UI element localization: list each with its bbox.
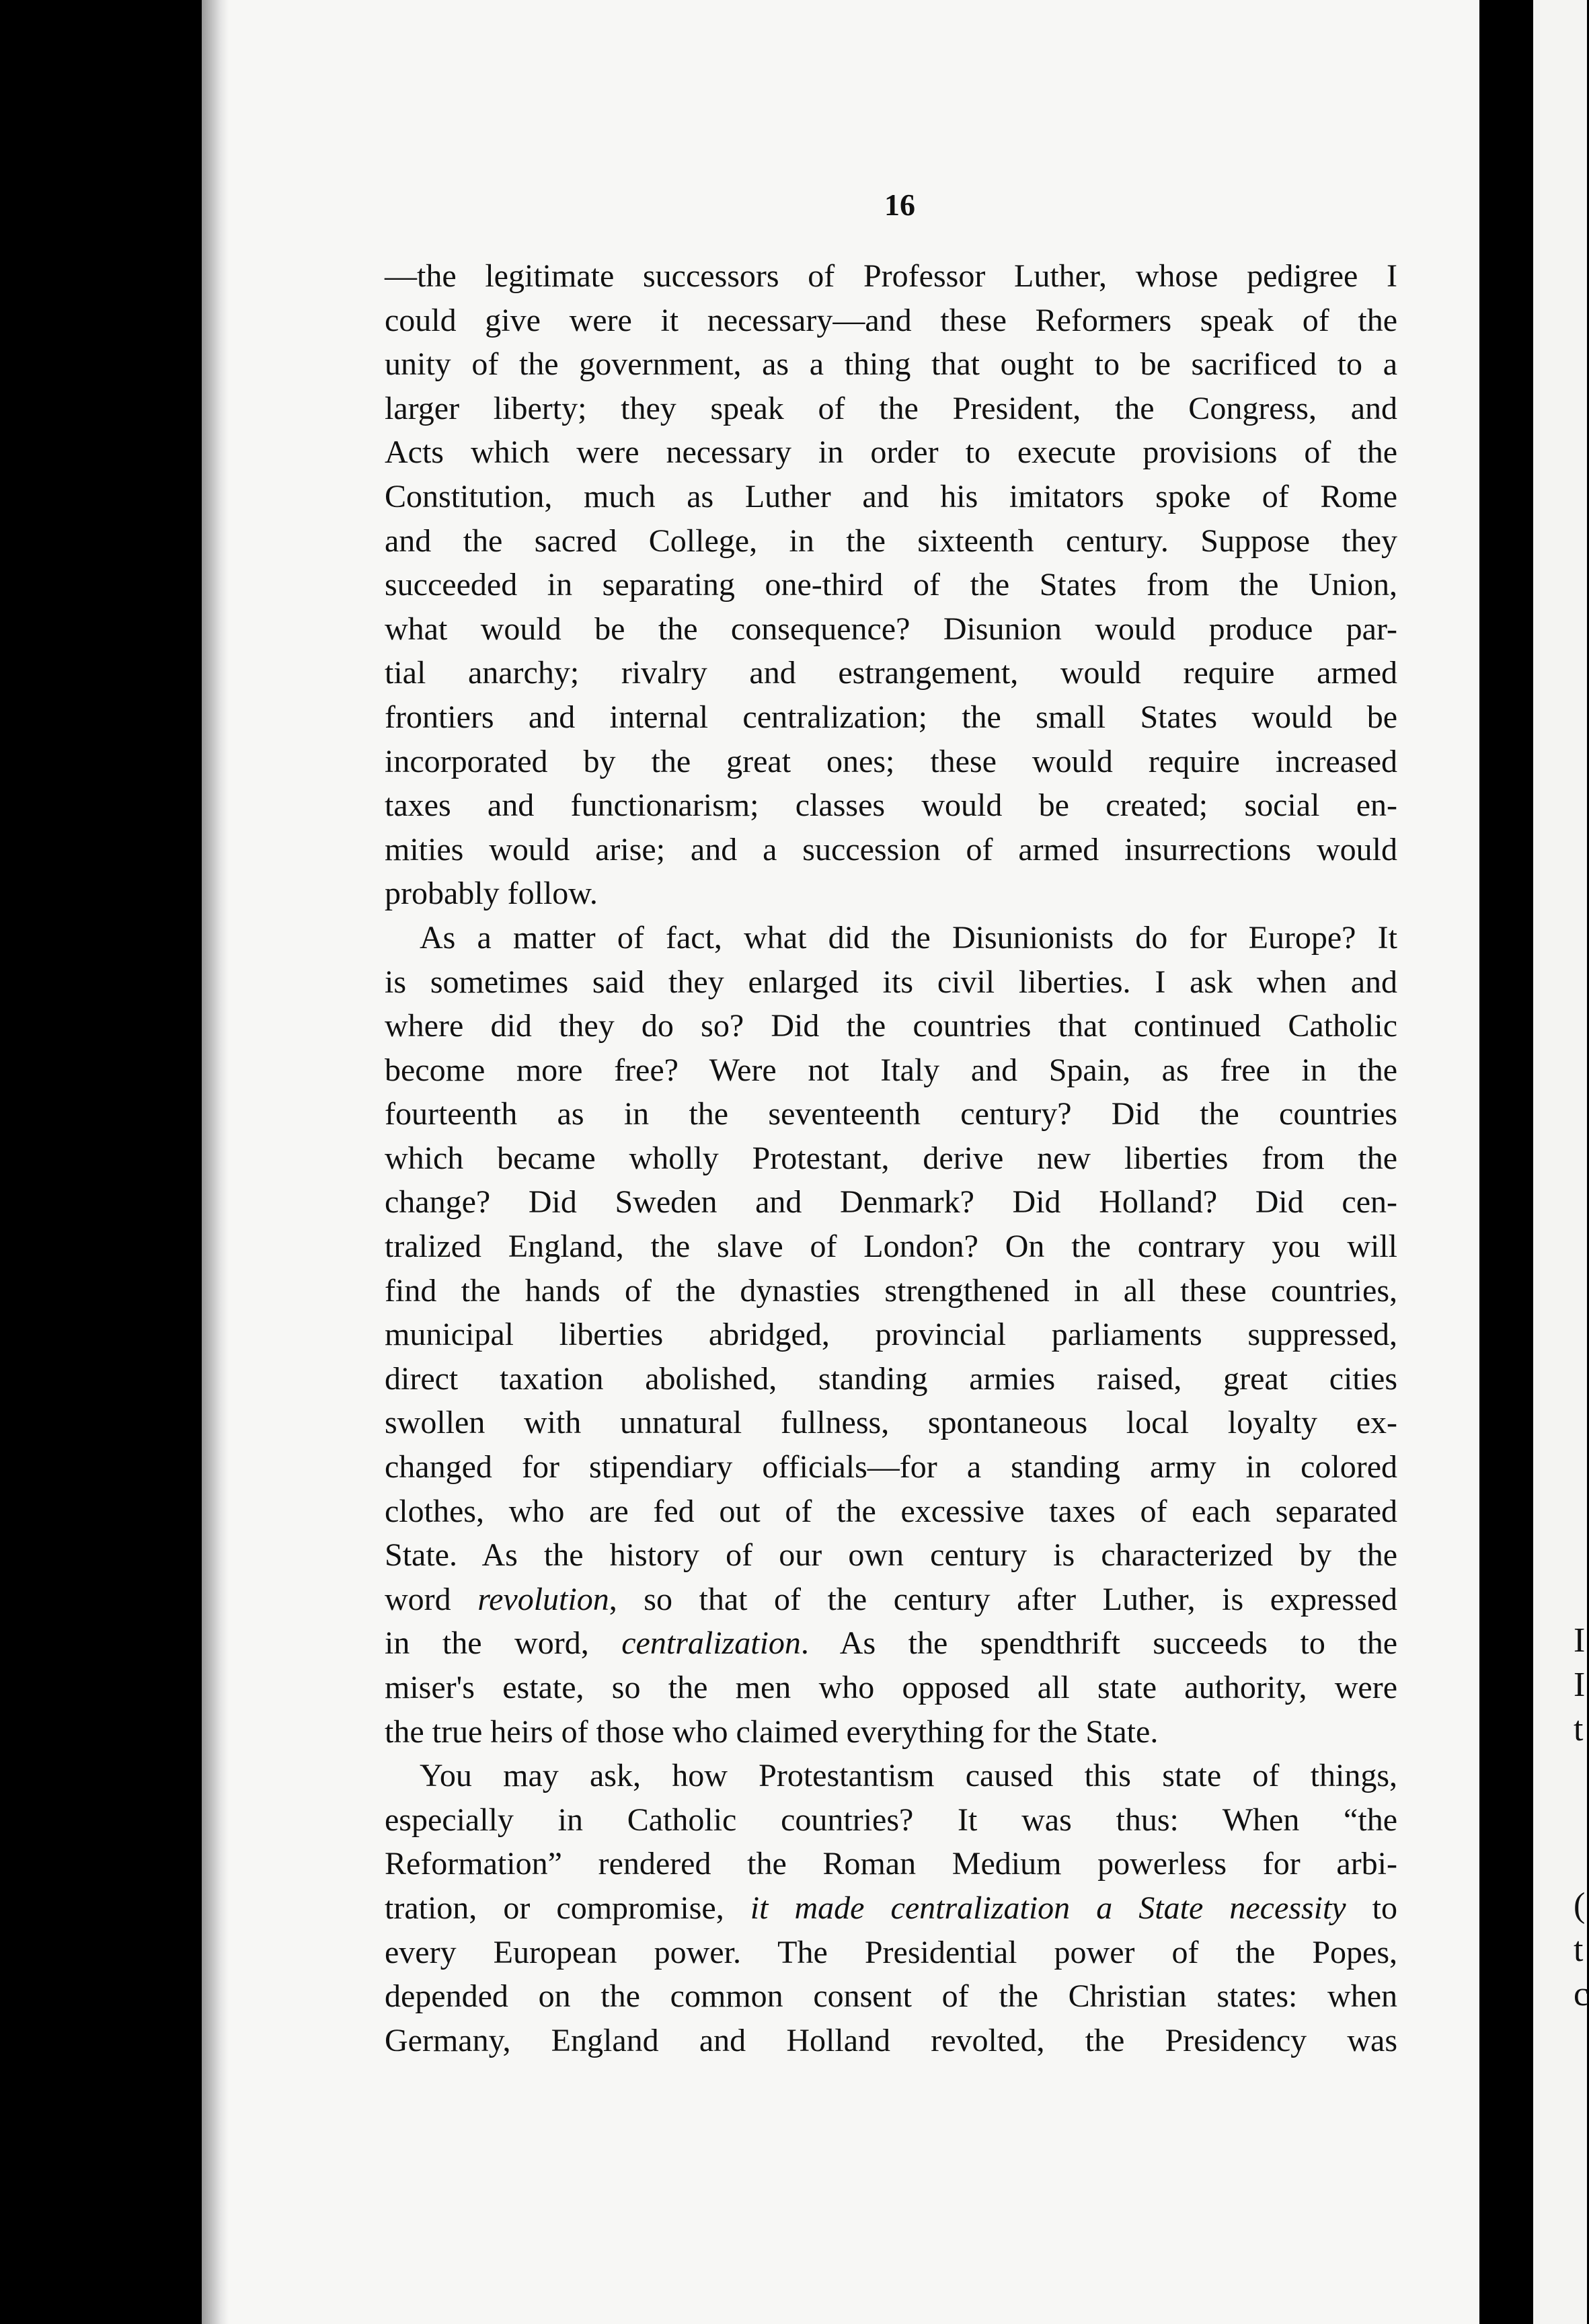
facing-page-fragment: t: [1574, 1931, 1584, 1969]
text-line: larger liberty; they speak of the President, the Congress, and: [385, 390, 1397, 426]
text-line: —the legitimate successors of Professor Luther, whose pedigree I: [385, 258, 1397, 294]
text-line: where did they do so? Did the countries that continued Catholic: [385, 1008, 1397, 1044]
text-line-with-italic: [385, 1621, 1397, 1666]
text-line: change? Did Sweden and Denmark? Did Holland? Did cen-: [385, 1184, 1397, 1221]
text-line: tralized England, the slave of London? On the contrary you will: [385, 1229, 1397, 1265]
text-line: and the sacred College, in the sixteenth century. Suppose they: [385, 522, 1397, 559]
text-line: State. As the history of our own century is characterized by the: [385, 1537, 1397, 1574]
text-line: clothes, who are fed out of the excessive taxes of each separated: [385, 1493, 1397, 1529]
text-line: mities would arise; and a succession of armed insurrections would: [385, 831, 1397, 867]
text-run: . As the spendthrift succeeds to the: [800, 1625, 1397, 1662]
facing-page-fragment: I: [1574, 1621, 1586, 1660]
text-line: unity of the government, as a thing that ought to be sacrificed to a: [385, 346, 1397, 383]
paragraph-first-line: You may ask, how Protestantism caused this state of things,: [420, 1758, 1397, 1794]
text-line: especially in Catholic countries? It was thus: When “the: [385, 1802, 1397, 1838]
text-run: , so that of the century after Luther, is expressed: [609, 1581, 1398, 1617]
italic-word-revolution: revolution: [477, 1581, 609, 1617]
text-line: direct taxation abolished, standing armies raised, great cities: [385, 1360, 1397, 1397]
text-run: tration, or compromise,: [385, 1890, 750, 1926]
text-line: become more free? Were not Italy and Spain, as free in the: [385, 1052, 1397, 1088]
text-line: Reformation” rendered the Roman Medium powerless for arbi-: [385, 1846, 1397, 1882]
text-line: frontiers and internal centralization; the small States would be: [385, 699, 1397, 735]
text-line: miser's estate, so the men who opposed all state authority, were: [385, 1670, 1397, 1705]
facing-page-fragment: I: [1574, 1666, 1586, 1704]
body-text: [385, 254, 1397, 2062]
text-run: word: [385, 1581, 478, 1617]
text-line: incorporated by the great ones; these would require increased: [385, 743, 1397, 779]
text-line: Constitution, much as Luther and his imitators spoke of Rome: [385, 478, 1397, 514]
text-line: what would be the consequence? Disunion would produce par-: [385, 611, 1397, 647]
text-line: depended on the common consent of the Christian states: when: [385, 1978, 1397, 2015]
text-line: swollen with unnatural fullness, spontaneous local loyalty ex-: [385, 1405, 1397, 1441]
italic-phrase-state-necessity: it made centralization a State necessity: [750, 1890, 1346, 1926]
text-line: municipal liberties abridged, provincial parliaments suppressed,: [385, 1317, 1397, 1353]
text-run: to: [1346, 1890, 1398, 1926]
text-line: Acts which were necessary in order to execute provisions of the: [385, 434, 1397, 471]
text-line: is sometimes said they enlarged its civil liberties. I ask when and: [385, 964, 1397, 1000]
text-line: Germany, England and Holland revolted, the Presidency was: [385, 2022, 1397, 2058]
facing-page-fragment: (: [1574, 1886, 1586, 1925]
facing-page-fragment: t: [1574, 1710, 1584, 1748]
italic-word-centralization: centralization: [621, 1625, 801, 1662]
page-number: 16: [884, 188, 915, 222]
page-gutter-shadow: [202, 0, 229, 2324]
text-line: could give were it necessary—and these Reformers speak of the: [385, 302, 1397, 338]
text-run: in the word,: [385, 1625, 622, 1662]
text-line: find the hands of the dynasties strengthened in all these countries,: [385, 1272, 1397, 1309]
text-line: the true heirs of those who claimed everything for the State.: [385, 1713, 1159, 1750]
text-line: succeeded in separating one-third of the States from the Union,: [385, 567, 1397, 603]
text-line: tial anarchy; rivalry and estrangement, would require armed: [385, 655, 1397, 691]
paragraph-first-line: As a matter of fact, what did the Disunionists do for Europe? It: [420, 919, 1397, 956]
text-line: fourteenth as in the seventeenth century? Did the countries: [385, 1096, 1397, 1132]
text-line: probably follow.: [385, 876, 598, 912]
facing-page-fragment: c: [1574, 1975, 1589, 2013]
left-scan-border: [0, 0, 202, 2324]
text-line: taxes and functionarism; classes would be created; social en-: [385, 787, 1397, 824]
text-line-with-italic: [385, 1578, 1397, 1622]
book-binding-gap: [1479, 0, 1533, 2324]
text-line-with-italic: [385, 1886, 1397, 1931]
text-line: which became wholly Protestant, derive new liberties from the: [385, 1140, 1397, 1176]
text-line: every European power. The Presidential power of the Popes,: [385, 1934, 1397, 1970]
text-line: changed for stipendiary officials—for a standing army in colored: [385, 1449, 1397, 1485]
